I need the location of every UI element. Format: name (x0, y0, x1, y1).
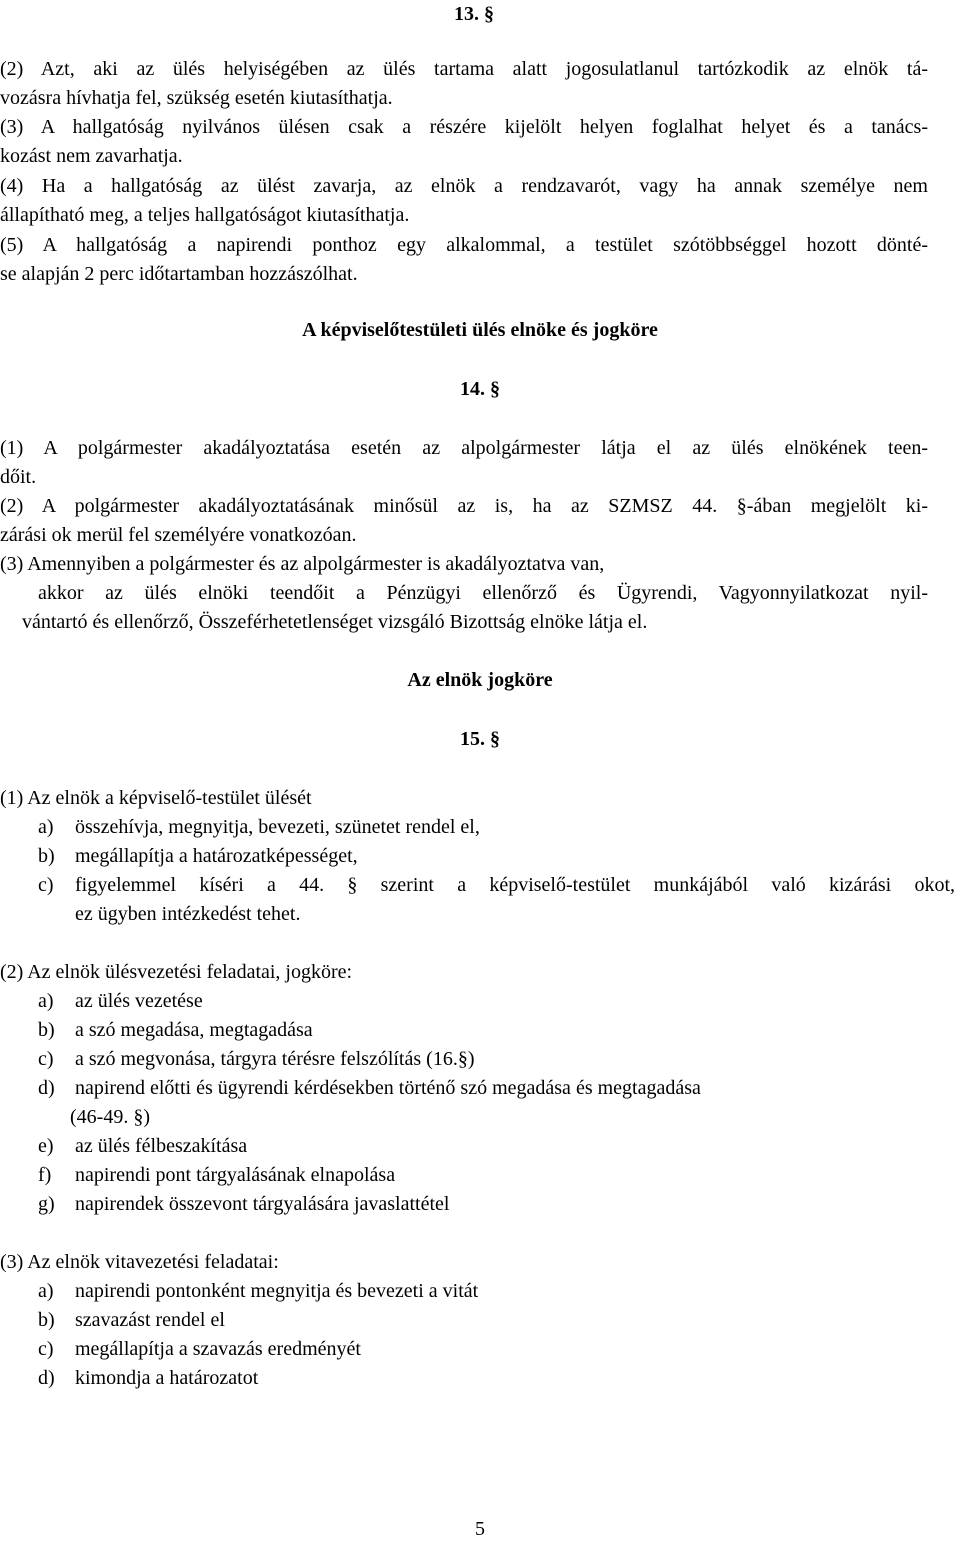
list-marker: c) (38, 1338, 54, 1360)
list-marker: d) (38, 1077, 55, 1099)
list-item (0, 813, 960, 842)
list-text: összehívja, megnyitja, bevezeti, szünetet rendel el, (75, 816, 480, 838)
list-marker: d) (38, 1367, 55, 1389)
list-text: megállapítja a határozatképességet, (75, 845, 358, 867)
page-number: 5 (475, 1518, 485, 1540)
para-14-2-line1: (2) A polgármester akadályoztatásának minősül az is, ha az SZMSZ 44. §-ában megjelölt ki- (0, 495, 928, 517)
list-item (0, 1277, 960, 1306)
para-13-4-line1: (4) Ha a hallgatóság az ülést zavarja, az elnök a rendzavarót, vagy ha annak személye nem (0, 175, 928, 197)
list-item (0, 1074, 960, 1103)
section-13-heading: 13. § (454, 3, 494, 25)
para-14-2-line2: zárási ok merül fel személyére vonatkozóan. (0, 524, 357, 546)
list-marker: b) (38, 845, 55, 867)
list-item (0, 871, 960, 900)
section-15-heading: 15. § (460, 728, 500, 750)
list-marker: a) (38, 990, 54, 1012)
list-text: szavazást rendel el (75, 1309, 225, 1331)
list-item (0, 1161, 960, 1190)
list-item (0, 987, 960, 1016)
para-15-1-intro: (1) Az elnök a képviselő-testület ülését (0, 787, 312, 809)
heading-chair-and-powers: A képviselőtestületi ülés elnöke és jogköre (302, 319, 658, 341)
list-item (0, 842, 960, 871)
list-item (0, 1132, 960, 1161)
list-marker: g) (38, 1193, 55, 1215)
list-item (0, 1045, 960, 1074)
section-14-heading: 14. § (460, 378, 500, 400)
list-item (0, 1335, 960, 1364)
list-marker: a) (38, 1280, 54, 1302)
para-13-3-line1: (3) A hallgatóság nyilvános ülésen csak a részére kijelölt helyen foglalhat helyet és a tanács- (0, 116, 928, 138)
list-text: az ülés vezetése (75, 990, 203, 1012)
list-item-continuation: (46-49. §) (70, 1106, 150, 1128)
list-text: napirend előtti és ügyrendi kérdésekben történő szó megadása és megtagadása (75, 1077, 701, 1099)
list-text: napirendi pont tárgyalásának elnapolása (75, 1164, 396, 1186)
para-14-3-line2: akkor az ülés elnöki teendőit a Pénzügyi ellenőrző és Ügyrendi, Vagyonnyilatkozat nyil- (38, 582, 928, 604)
list-item (0, 1016, 960, 1045)
list-text: figyelemmel kíséri a 44. § szerint a képviselő-testület munkájából való kizárási okot, (75, 874, 955, 896)
list-text: napirendek összevont tárgyalására javaslattétel (75, 1193, 450, 1215)
para-13-5-line2: se alapján 2 perc időtartamban hozzászólhat. (0, 263, 358, 285)
list-marker: c) (38, 874, 54, 896)
list-text: a szó megvonása, tárgyra térésre felszólítás (16.§) (75, 1048, 475, 1070)
list-text: a szó megadása, megtagadása (75, 1019, 313, 1041)
para-14-3-line1: (3) Amennyiben a polgármester és az alpolgármester is akadályoztatva van, (0, 553, 605, 575)
list-item-continuation: ez ügyben intézkedést tehet. (75, 903, 301, 925)
para-13-5-line1: (5) A hallgatóság a napirendi ponthoz egy alkalommal, a testület szótöbbséggel hozott dönté- (0, 234, 928, 256)
list-marker: b) (38, 1019, 55, 1041)
heading-chair-powers: Az elnök jogköre (407, 669, 553, 691)
list-item (0, 1364, 960, 1393)
list-marker: b) (38, 1309, 55, 1331)
list-text: kimondja a határozatot (75, 1367, 259, 1389)
para-13-3-line2: kozást nem zavarhatja. (0, 145, 183, 167)
para-15-3-intro: (3) Az elnök vitavezetési feladatai: (0, 1251, 279, 1273)
para-13-2-line1: (2) Azt, aki az ülés helyiségében az ülés tartama alatt jogosulatlanul tartózkodik az elnök tá- (0, 58, 928, 80)
list-item (0, 1306, 960, 1335)
list-text: az ülés félbeszakítása (75, 1135, 248, 1157)
list-marker: a) (38, 816, 54, 838)
para-15-2-intro: (2) Az elnök ülésvezetési feladatai, jogköre: (0, 961, 353, 983)
list-text: napirendi pontonként megnyitja és bevezeti a vitát (75, 1280, 479, 1302)
list-marker: e) (38, 1135, 54, 1157)
list-text: megállapítja a szavazás eredményét (75, 1338, 361, 1360)
list-item (0, 1190, 960, 1219)
para-14-1-line1: (1) A polgármester akadályoztatása esetén az alpolgármester látja el az ülés elnökének teen- (0, 437, 928, 459)
para-13-4-line2: állapítható meg, a teljes hallgatóságot kiutasíthatja. (0, 204, 410, 226)
list-marker: c) (38, 1048, 54, 1070)
para-14-3-line3: vántartó és ellenőrző, Összeférhetetlenséget vizsgáló Bizottság elnöke látja el. (22, 611, 648, 633)
list-marker: f) (38, 1164, 52, 1186)
para-13-2-line2: vozásra hívhatja fel, szükség esetén kiutasíthatja. (0, 87, 393, 109)
para-14-1-line2: dőit. (0, 466, 37, 488)
